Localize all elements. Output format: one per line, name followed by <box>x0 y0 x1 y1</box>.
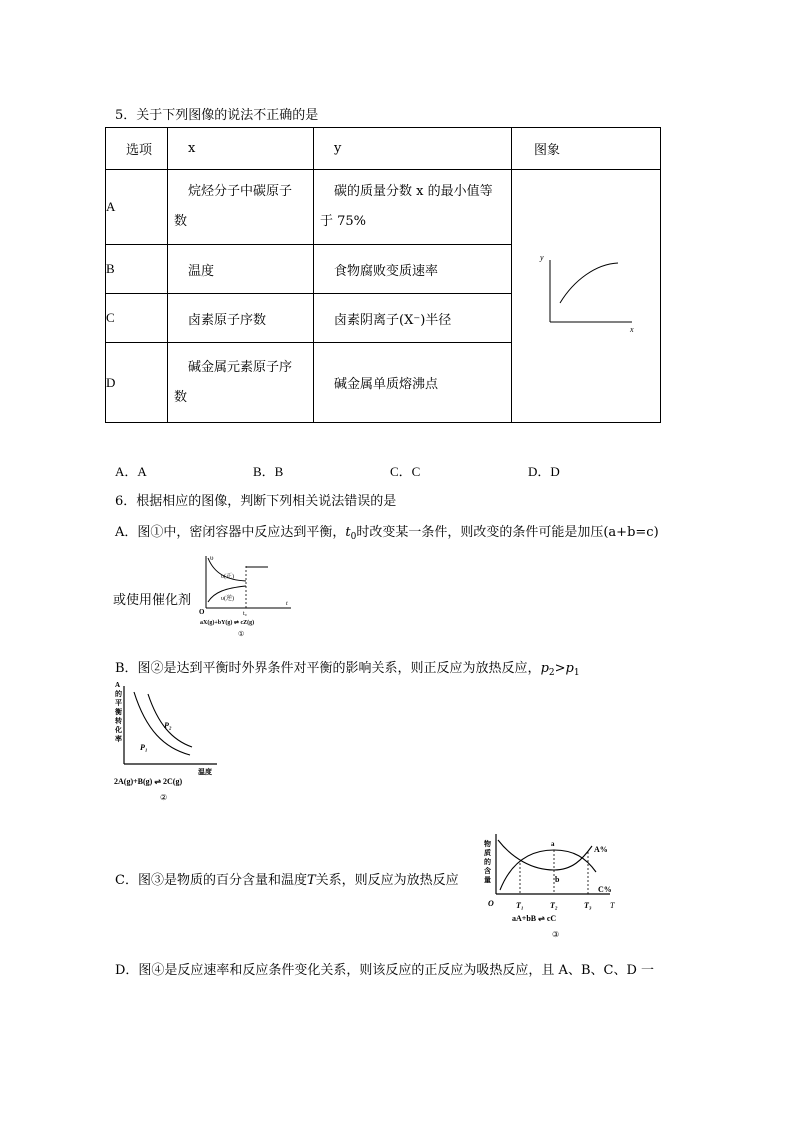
table-header-row <box>106 128 661 170</box>
q5-graph <box>512 170 660 418</box>
row-x: 卤素原子序数 <box>168 294 314 343</box>
row-x: 碱金属元素原子序 数 <box>168 343 314 423</box>
svg-text:化: 化 <box>115 726 122 734</box>
x-axis-label: x <box>630 325 634 334</box>
reverse-label: υ(逆) <box>221 596 234 602</box>
row-option: D <box>106 343 168 423</box>
q6-stem: 6．根据相应的图像，判断下列相关说法错误的是 <box>115 494 397 509</box>
figure-3-number: ③ <box>552 930 560 939</box>
figure-2-conversion-temperature <box>112 678 224 806</box>
origin-label: O <box>488 899 494 908</box>
header-graph: 图象 <box>512 128 661 170</box>
answer-option-c: C．C <box>390 464 421 479</box>
row-y: 卤素阴离子(X⁻)半径 <box>314 294 512 343</box>
q6-option-d-text: D．图④是反应速率和反应条件变化关系，则该反应的正反应为吸热反应，且 A、B、C、D 一 <box>115 963 654 978</box>
svg-text:平: 平 <box>115 699 122 707</box>
answer-option-d: D．D <box>528 464 560 479</box>
table-row <box>106 170 661 245</box>
svg-text:质: 质 <box>484 849 491 857</box>
row-y: 碳的质量分数 x 的最小值等 于 75% <box>314 170 512 245</box>
c-percent-label: C% <box>598 885 612 894</box>
answer-option-b: B．B <box>253 464 284 479</box>
row-x: 烷烃分子中碳原子 数 <box>168 170 314 245</box>
increasing-curve <box>560 263 618 303</box>
t-label: t <box>286 601 288 607</box>
y-axis-label-vertical <box>484 839 491 884</box>
graph-cell <box>512 170 661 423</box>
header-x: x <box>168 128 314 170</box>
v-label: υ <box>210 554 214 562</box>
figure-1-number: ① <box>238 630 245 638</box>
t-axis-label: T <box>610 901 615 910</box>
answer-option-a: A．A <box>115 464 147 479</box>
svg-text:物: 物 <box>484 840 491 848</box>
point-b-label: b <box>555 875 560 884</box>
forward-label: υ(正) <box>221 574 234 580</box>
row-x: 温度 <box>168 245 314 294</box>
header-option: 选项 <box>106 128 168 170</box>
figure-1-rate-time <box>196 548 308 648</box>
t1-label: T₁ <box>516 901 524 910</box>
a-percent-label: A% <box>594 845 608 854</box>
q6-option-b-text: B．图②是达到平衡时外界条件对平衡的影响关系，则正反应为放热反应，$p_2>p_1$ <box>115 661 580 678</box>
header-y: y <box>314 128 512 170</box>
svg-text:含: 含 <box>484 867 491 875</box>
row-y: 食物腐败变质速率 <box>314 245 512 294</box>
t2-label: T₂ <box>550 901 558 910</box>
q6-option-c-text: C．图③是物质的百分含量和温度T关系，则反应为放热反应 <box>115 873 459 888</box>
y-axis-label-vertical <box>114 681 123 743</box>
p1-label: P₁ <box>140 743 148 752</box>
q6-option-a-text: A．图①中，密闭容器中反应达到平衡，$t_0$时改变某一条件，则改变的条件可能是加压(a+b=c) <box>115 525 659 542</box>
row-option: C <box>106 294 168 343</box>
t3-label: T₃ <box>584 901 592 910</box>
p2-label: P₂ <box>164 721 172 730</box>
row-option: A <box>106 170 168 245</box>
figure-2-number: ② <box>160 793 168 802</box>
figure-2-equation: 2A(g)+B(g) ⇌ 2C(g) <box>114 777 183 786</box>
svg-text:的: 的 <box>115 690 122 698</box>
figure-3-content-temperature <box>482 830 632 945</box>
svg-text:转: 转 <box>115 717 122 725</box>
y-axis-label: y <box>540 253 544 262</box>
row-y: 碱金属单质熔沸点 <box>314 343 512 423</box>
x-axis-label: 温度 <box>198 768 212 776</box>
figure-3-equation: aA+bB ⇌ cC <box>512 914 557 923</box>
point-a-label: a <box>551 840 555 848</box>
svg-text:A: A <box>115 681 121 689</box>
svg-text:率: 率 <box>115 735 122 743</box>
row-option: B <box>106 245 168 294</box>
q5-stem: 5．关于下列图像的说法不正确的是 <box>115 108 319 123</box>
svg-text:的: 的 <box>484 858 491 866</box>
svg-text:衡: 衡 <box>115 708 122 716</box>
q5-table <box>105 127 661 423</box>
q6-option-a-text-cont: 或使用催化剂 <box>113 593 192 608</box>
origin-label: O <box>199 608 205 616</box>
figure-1-equation: aX(g)+bY(g) ⇌ cZ(g) <box>200 620 255 626</box>
svg-text:量: 量 <box>484 876 491 884</box>
t0-label: t₀ <box>243 611 247 617</box>
